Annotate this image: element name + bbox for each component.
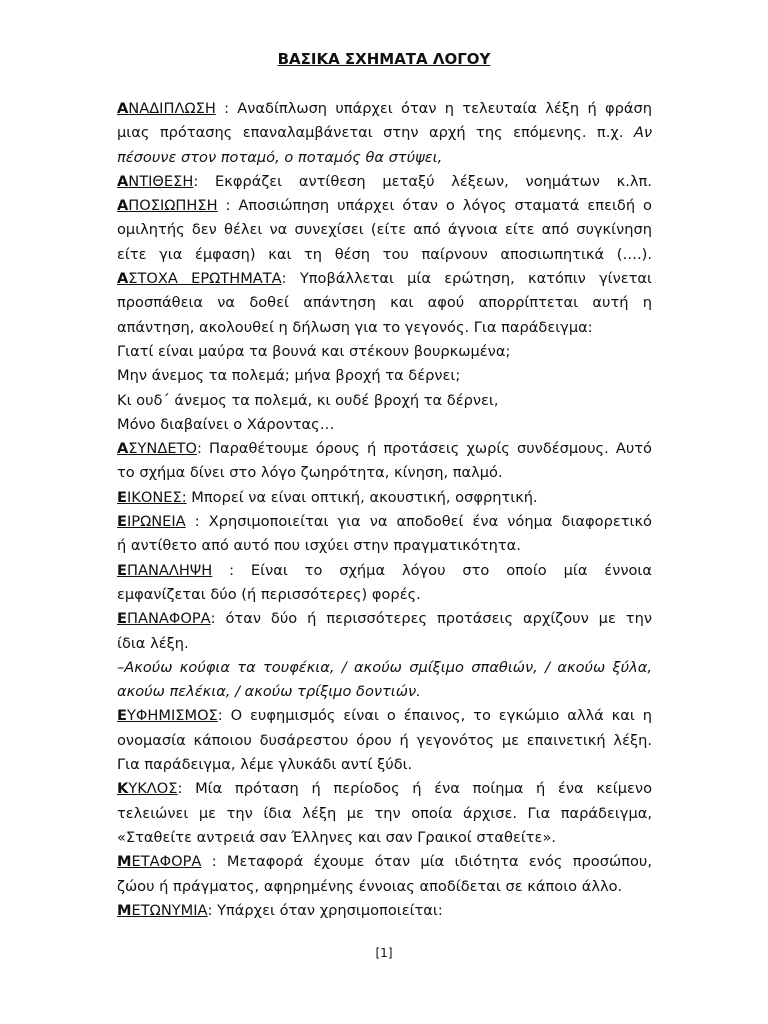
line-text: εμφανίζεται δύο (ή περισσότερες) φορές. — [117, 585, 421, 603]
term-heading: ΠΑΝΑΛΗΨΗ — [126, 561, 213, 579]
line-text: Γιατί είναι μαύρα τα βουνά και στέκουν βουρκωμένα; — [117, 342, 511, 360]
term-initial-letter: Ε — [117, 610, 127, 628]
text-line — [117, 899, 652, 923]
example-text: –Ακούω κούφια τα τουφέκια, / ακούω σμίξιμο σπαθιών, / ακούω ξύλα, — [117, 658, 652, 676]
text-line — [117, 413, 652, 437]
text-line — [117, 267, 652, 291]
text-line — [117, 437, 652, 461]
term-heading: ΝΑΔΙΠΛΩΣΗ — [128, 100, 216, 117]
term-heading: ΥΚΛΟΣ — [128, 780, 178, 798]
term-heading: ΕΤΑΦΟΡΑ — [131, 853, 202, 871]
text-line — [117, 680, 652, 704]
term-initial-letter: Ε — [117, 513, 127, 531]
text-line — [117, 729, 652, 753]
line-text: προσπάθεια να δοθεί απάντηση και αφού απορρίπτεται αυτή η — [117, 294, 652, 312]
text-line — [117, 656, 652, 680]
text-line — [117, 486, 652, 510]
term-heading: ΙΡΩΝΕΙΑ — [126, 513, 186, 531]
line-text: Για παράδειγμα, λέμε γλυκάδι αντί ξύδι. — [117, 756, 413, 774]
term-heading: ΝΤΙΘΕΣΗ — [128, 172, 194, 190]
line-text: μιας πρότασης επαναλαμβάνεται στην αρχή της επόμενης. π.χ. — [117, 124, 634, 142]
text-line — [117, 583, 652, 607]
line-text: : Αναδίπλωση υπάρχει όταν η τελευταία λέξη ή φράση — [215, 100, 652, 117]
line-text: ονομασία κάποιου δυσάρεστου όρου ή γεγονότος με επαινετική λέξη. — [117, 731, 652, 749]
line-text: : Υπάρχει όταν χρησιμοποιείται: — [207, 901, 443, 919]
line-text: είτε για έμφαση) και τη θέση του παίρνουν αποσιωπητικά (….). — [117, 245, 652, 263]
text-line — [117, 194, 652, 218]
line-text: : Αποσιώπηση υπάρχει όταν ο λόγος σταματά επειδή ο — [217, 197, 652, 215]
text-line — [117, 534, 652, 558]
text-line — [117, 461, 652, 485]
line-text: ή αντίθετο από αυτό που ισχύει στην πραγματικότητα. — [117, 537, 521, 555]
text-line — [117, 218, 652, 242]
term-heading: ΣΤΟΧΑ ΕΡΩΤΗΜΑΤΑ — [128, 270, 282, 288]
term-initial-letter: Α — [117, 270, 129, 288]
text-line — [117, 121, 652, 145]
example-text: ακούω πελέκια, / ακούω τρίξιμο δοντιών. — [117, 683, 421, 701]
line-text: απάντηση, ακολουθεί η δήλωση για το γεγονός. Για παράδειγμα: — [117, 318, 593, 336]
page-number: [1] — [375, 946, 393, 960]
page-title: ΒΑΣΙΚΑ ΣΧΗΜΑΤΑ ΛΟΓΟΥ — [277, 50, 491, 68]
line-text: Μπορεί να είναι οπτική, ακουστική, οσφρητική. — [186, 488, 538, 506]
text-line — [117, 243, 652, 267]
line-text: : όταν δύο ή περισσότερες προτάσεις αρχίζουν με την — [210, 610, 652, 628]
term-initial-letter: Κ — [117, 780, 129, 798]
text-line — [117, 875, 652, 899]
line-text: Μην άνεμος τα πολεμά; μήνα βροχή τα δέρνει; — [117, 367, 461, 385]
line-text: : Μία πρόταση ή περίοδος ή ένα ποίημα ή ένα κείμενο — [177, 780, 652, 798]
text-line — [117, 340, 652, 364]
line-text: : Παραθέτουμε όρους ή προτάσεις χωρίς συνδέσμους. Αυτό — [196, 440, 652, 458]
line-text: : Εκφράζει αντίθεση μεταξύ λέξεων, νοημάτων κ.λπ. — [193, 172, 652, 190]
line-text: Μόνο διαβαίνει ο Χάροντας… — [117, 415, 335, 433]
line-text: : Είναι το σχήμα λόγου στο οποίο μία έννοια — [212, 561, 652, 579]
text-line — [117, 826, 652, 850]
text-line — [117, 97, 652, 121]
text-line — [117, 632, 652, 656]
text-line — [117, 146, 652, 170]
line-text: «Σταθείτε αντρειά σαν Έλληνες και σαν Γραικοί σταθείτε». — [117, 828, 557, 846]
text-line — [117, 777, 652, 801]
line-text: τελειώνει με την ίδια λέξη με την οποία άρχισε. Για παράδειγμα, — [117, 804, 652, 822]
text-line — [117, 559, 652, 583]
text-line — [117, 753, 652, 777]
line-text: : Χρησιμοποιείται για να αποδοθεί ένα νόημα διαφορετικό — [185, 513, 652, 531]
text-line — [117, 607, 652, 631]
document-body — [117, 97, 652, 923]
text-line — [117, 291, 652, 315]
term-initial-letter: Μ — [117, 853, 132, 871]
term-initial-letter: Ε — [117, 561, 127, 579]
text-line — [117, 364, 652, 388]
term-initial-letter: Ε — [117, 707, 127, 725]
term-heading: ΙΚΟΝΕΣ: — [126, 488, 187, 506]
term-initial-letter: Α — [117, 172, 129, 190]
term-initial-letter: Α — [117, 197, 129, 215]
line-text: το σχήμα δίνει στο λόγο ζωηρότητα, κίνηση, παλμό. — [117, 464, 503, 482]
line-text: : Ο ευφημισμός είναι ο έπαινος, το εγκώμιο αλλά και η — [217, 707, 652, 725]
text-line — [117, 510, 652, 534]
line-text: : Υποβάλλεται μία ερώτηση, κατόπιν γίνεται — [281, 270, 652, 288]
text-line — [117, 850, 652, 874]
text-line — [117, 389, 652, 413]
term-heading: ΕΤΩΝΥΜΙΑ — [131, 901, 208, 919]
text-line — [117, 316, 652, 340]
term-initial-letter: Α — [117, 100, 129, 117]
text-line — [117, 170, 652, 194]
example-text: Αν — [633, 124, 652, 142]
term-heading: ΠΟΣΙΩΠΗΣΗ — [128, 197, 218, 215]
line-text: ομιλητής δεν θέλει να συνεχίσει (είτε από άγνοια είτε από συγκίνηση — [117, 221, 652, 239]
term-heading: ΣΥΝΔΕΤΟ — [128, 440, 197, 458]
term-heading: ΠΑΝΑΦΟΡΑ — [126, 610, 211, 628]
text-line — [117, 802, 652, 826]
text-line — [117, 704, 652, 728]
term-initial-letter: Ε — [117, 488, 127, 506]
line-text: ίδια λέξη. — [117, 634, 189, 652]
line-text: : Μεταφορά έχουμε όταν μία ιδιότητα ενός προσώπου, — [201, 853, 652, 871]
line-text: ζώου ή πράγματος, αφηρημένης έννοιας αποδίδεται σε κάποιο άλλο. — [117, 877, 623, 895]
term-initial-letter: Α — [117, 440, 129, 458]
line-text: Κι ουδ΄ άνεμος τα πολεμά, κι ουδέ βροχή τα δέρνει, — [117, 391, 499, 409]
example-text: πέσουνε στον ποταμό, ο ποταμός θα στύψει, — [117, 148, 443, 166]
term-initial-letter: Μ — [117, 901, 132, 919]
term-heading: ΥΦΗΜΙΣΜΟΣ — [126, 707, 218, 725]
